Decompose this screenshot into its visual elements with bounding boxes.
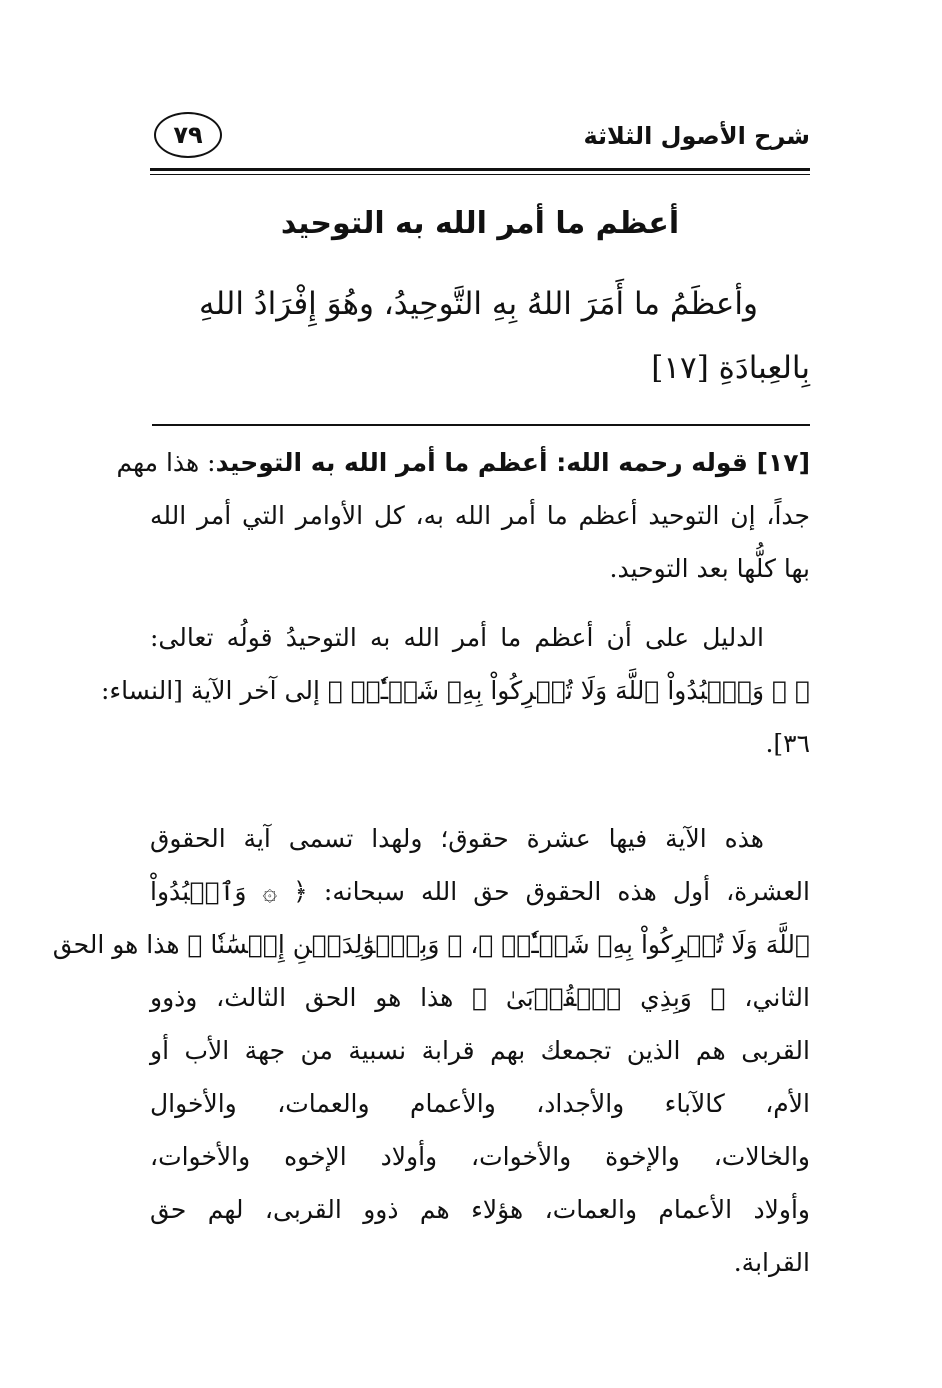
book-title: شرح الأصول الثلاثة [583,122,810,150]
commentary-line: القربى هم الذين تجمعك بهم قرابة نسبية من جهة الأب أو [150,1036,810,1065]
commentary-line: الدليل على أن أعظم ما أمر الله به التوحيدُ قولُه تعالى: [150,623,764,652]
section-heading: أعظم ما أمر الله به التوحيد [280,206,680,241]
commentary-line: بها كلُّها بعد التوحيد. [609,554,810,583]
commentary [52,436,810,1305]
commentary-paragraph-2 [100,611,810,770]
page-number-badge: ٧٩ [154,112,222,158]
commentary-line: العشرة، أول هذه الحقوق حق الله سبحانه: ﴿ ۞ وَٱعۡبُدُواْ [150,877,810,906]
matn-line: بِالعِبادَةِ [١٧] [651,350,810,386]
header-rule-thick [150,168,810,171]
commentary-line: جداً، إن التوحيد أعظم ما أمر الله به، كل الأوامر التي أمر الله [150,501,810,530]
commentary-line: ٱللَّهَ وَلَا تُشۡرِكُواْ بِهِۦ شَيۡـٔٗاۖ ﴾، ﴿ وَبِٱلۡوَٰلِدَيۡنِ إِحۡسَٰنٗا ﴾ هذا هو الحق [52,930,810,959]
commentary-line: القرابة. [733,1248,810,1277]
commentary-line [116,436,810,489]
quoted-heading: أعظم ما أمر الله به التوحيد [215,448,548,477]
commentary-paragraph-3 [52,812,810,1289]
matn-text [150,272,810,400]
matn-line: وأعظَمُ ما أَمَرَ اللهُ بِهِ التَّوحِيدُ، وهُوَ إِفْرَادُ اللهِ [199,286,758,322]
commentary-line: الثاني، ﴿ وَبِذِي ٱلۡقُرۡبَىٰ ﴾ هذا هو الحق الثالث، وذوو [150,983,810,1012]
commentary-line: هذه الآية فيها عشرة حقوق؛ ولهدا تسمى آية الحقوق [150,824,764,853]
commentary-line: ٣٦]. [765,729,810,758]
commentary-line: ﴿ ۞ وَٱعۡبُدُواْ ٱللَّهَ وَلَا تُشۡرِكُواْ بِهِۦ شَيۡـٔٗاۖ ﴾ إلى آخر الآية [النساء: [100,676,810,705]
paragraph-spacer [150,786,810,812]
commentary-line: وأولاد الأعمام والعمات، هؤلاء هم ذوو القربى، لهم حق [150,1195,810,1224]
commentary-line: الأم، كالآباء والأجداد، والأعمام والعمات، والأخوال [150,1089,810,1118]
page-header [150,108,810,168]
commentary-paragraph-1 [116,436,810,595]
header-rule-thin [150,174,810,175]
commentary-line: والخالات، والإخوة والأخوات، وأولاد الإخوه والأخوات، [150,1142,810,1171]
commentary-text: : هذا مهم [116,448,216,477]
note-reference: [١٧] قوله رحمه الله: [547,448,810,477]
matn-divider [152,424,810,426]
